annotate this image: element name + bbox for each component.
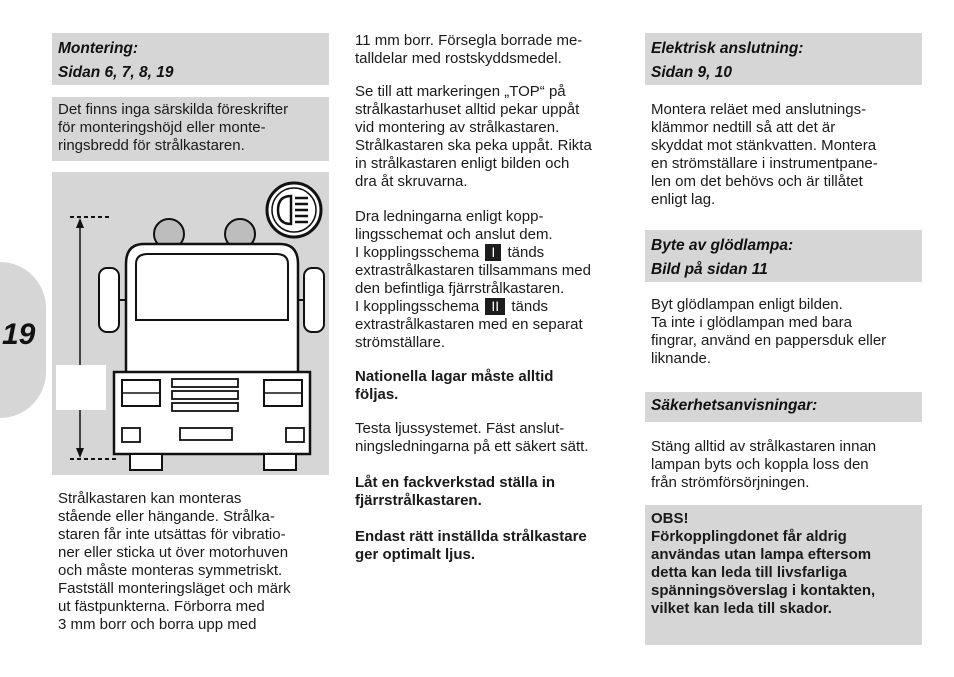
heading-line: Byte av glödlampa: (651, 237, 794, 254)
text-line: in strålkastaren enligt bilden och (355, 155, 570, 172)
text-line: strömställare. (355, 334, 446, 351)
text-line: Dra ledningarna enligt kopp- (355, 208, 544, 225)
text-line: vilket kan leda till skador. (651, 600, 832, 617)
text-line: Strålkastaren ska peka uppåt. Rikta (355, 137, 592, 154)
heading-glodlampa (645, 230, 922, 282)
text-line: strålkastarhuset alltid pekar uppåt (355, 101, 580, 118)
text-line: Det finns inga särskilda föreskrifter (58, 101, 289, 118)
text-line: fjärrstrålkastaren. (355, 492, 482, 509)
heading-line: Bild på sidan 11 (651, 261, 768, 278)
text-line: lampan byts och koppla loss den (651, 456, 869, 473)
text-line: Strålkastaren kan monteras (58, 490, 242, 507)
text-line: ut fästpunkterna. Förborra med (58, 598, 265, 615)
text-line: Förkopplingdonet får aldrig (651, 528, 847, 545)
schema1-prefix: I kopplingsschema (355, 244, 480, 261)
text-line: Testa ljussystemet. Fäst anslut- (355, 420, 565, 437)
text-line: stående eller hängande. Strålka- (58, 508, 275, 525)
warning-title: OBS! (651, 510, 689, 527)
warning-text (651, 510, 875, 618)
middle-p3 (355, 208, 591, 352)
text-line: klämmor nedtill så att det är (651, 119, 836, 136)
heading-line: Säkerhetsanvisningar: (651, 397, 818, 414)
high-beam-icon (264, 180, 324, 240)
middle-bold3 (355, 528, 587, 564)
heading-line: Sidan 9, 10 (651, 64, 732, 81)
heading-line: Sidan 6, 7, 8, 19 (58, 64, 174, 81)
text-line: fingrar, använd en pappersduk eller (651, 332, 887, 349)
page-number: 19 (2, 318, 36, 351)
text-line: ger optimalt ljus. (355, 546, 476, 563)
text-line: ningsledningarna på ett säkert sätt. (355, 438, 589, 455)
text-line: från strömförsörjningen. (651, 474, 810, 491)
schema1-badge: I (485, 244, 501, 261)
text-line: len om det behövs och är tillåtet (651, 173, 863, 190)
text-line: Ta inte i glödlampan med bara (651, 314, 852, 331)
text-line: spänningsöverslag i kontakten, (651, 582, 876, 599)
middle-p1 (355, 32, 582, 68)
text-line: Montera reläet med anslutnings- (651, 101, 867, 118)
text-line: extrastrålkastaren tillsammans med (355, 262, 591, 279)
right-p3 (651, 438, 876, 492)
text-line: liknande. (651, 350, 712, 367)
text-line: och måste monteras symmetriskt. (58, 562, 283, 579)
middle-bold2 (355, 474, 555, 510)
schema2-badge: II (485, 298, 505, 315)
text-line: skyddat mot stänkvatten. Montera (651, 137, 877, 154)
text-line: talldelar med rostskyddsmedel. (355, 50, 562, 67)
text-line: vid montering av strålkastaren. (355, 119, 560, 136)
text-line: detta kan leda till livsfarliga (651, 564, 847, 581)
schema1-suffix: tänds (507, 244, 545, 261)
intro-text (58, 101, 288, 155)
text-line: 3 mm borr och borra upp med (58, 616, 257, 633)
text-line: följas. (355, 386, 399, 403)
text-line: Fastställ monteringsläget och märk (58, 580, 291, 597)
text-line: för monteringshöjd eller monte- (58, 119, 266, 136)
text-line: dra åt skruvarna. (355, 173, 468, 190)
text-line: den befintliga fjärrstrålkastaren. (355, 280, 565, 297)
text-line: ner eller sticka ut över motorhuven (58, 544, 289, 561)
text-line: användas utan lampa eftersom (651, 546, 872, 563)
text-line: enligt lag. (651, 191, 716, 208)
middle-bold1 (355, 368, 553, 404)
schema2-suffix: tänds (511, 298, 549, 315)
text-line: Endast rätt inställda strålkastare (355, 528, 587, 545)
text-line: Låt en fackverkstad ställa in (355, 474, 556, 491)
text-line: en strömställare i instrumentpane- (651, 155, 878, 172)
heading-elektrisk (645, 33, 922, 85)
right-p2 (651, 296, 886, 368)
text-line: ringsbredd för strålkastaren. (58, 137, 245, 154)
truck-figure (52, 172, 329, 475)
text-line: 11 mm borr. Försegla borrade me- (355, 32, 583, 49)
text-line: Byt glödlampan enligt bilden. (651, 296, 843, 313)
text-line: lingsschemat och anslut dem. (355, 226, 553, 243)
schema1-line (355, 244, 591, 262)
heading-montering (52, 33, 329, 85)
text-line: staren får inte utsättas för vibratio- (58, 526, 286, 543)
schema2-line (355, 298, 591, 316)
right-p1 (651, 101, 878, 209)
text-line: Nationella lagar måste alltid (355, 368, 554, 385)
heading-line: Montering: (58, 40, 139, 57)
heading-sakerhet (645, 392, 922, 422)
middle-p4 (355, 420, 588, 456)
left-body-text (58, 490, 291, 634)
text-line: Stäng alltid av strålkastaren innan (651, 438, 877, 455)
heading-line: Elektrisk anslutning: (651, 40, 804, 57)
middle-p2 (355, 83, 592, 191)
text-line: Se till att markeringen „TOP“ på (355, 83, 566, 100)
schema2-prefix: I kopplingsschema (355, 298, 480, 315)
text-line: extrastrålkastaren med en separat (355, 316, 583, 333)
